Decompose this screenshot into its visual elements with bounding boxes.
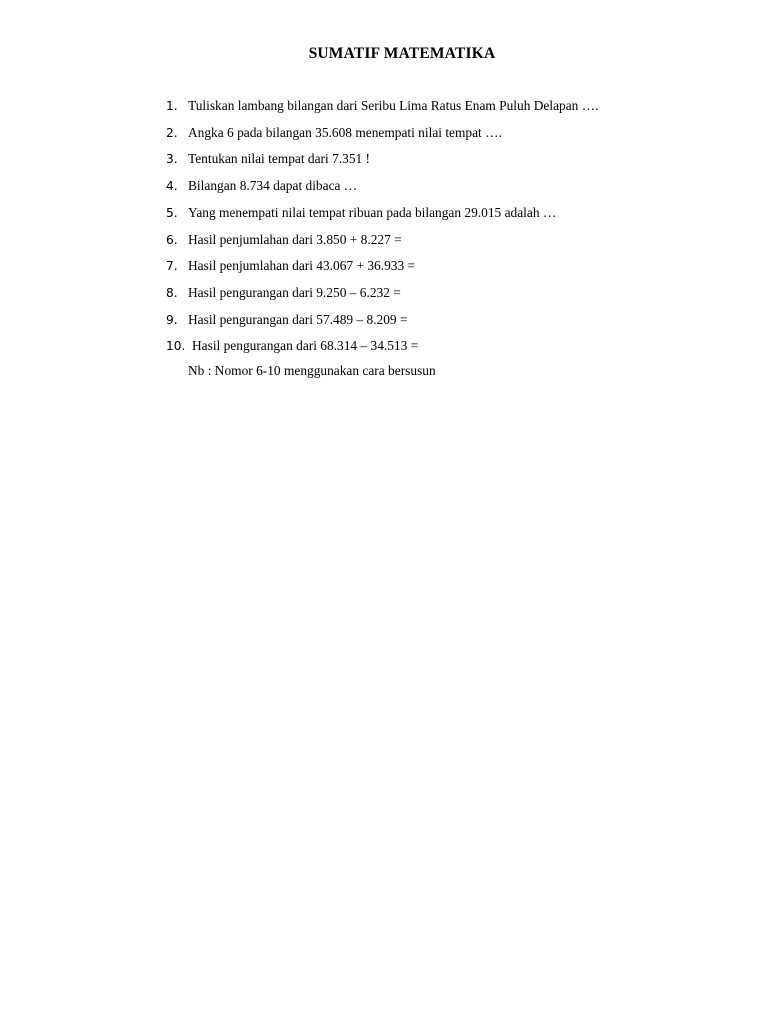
question-text: Bilangan 8.734 dapat dibaca … [188,178,358,194]
question-text: Hasil pengurangan dari 9.250 – 6.232 = [188,284,401,300]
question-number: 9. [166,312,178,327]
question-number: 1. [166,99,178,113]
question-number: 8. [166,285,178,300]
question-number: 2. [166,125,178,140]
question-text: Tuliskan lambang bilangan dari Seribu Lima Ratus Enam Puluh Delapan …. [188,98,599,113]
question-item [0,176,768,196]
question-item [0,283,768,303]
question-number: 4. [166,179,178,194]
question-item [0,256,768,276]
question-text: Yang menempati nilai tempat ribuan pada bilangan 29.015 adalah … [188,204,557,220]
question-number: 5. [166,205,178,220]
question-item [0,336,768,356]
question-item [0,203,768,223]
page-title: SUMATIF MATEMATIKA [308,45,496,62]
question-item [0,96,768,116]
question-text: Tentukan nilai tempat dari 7.351 ! [188,151,371,167]
question-number: 10. [166,339,186,354]
question-item [0,123,768,143]
question-text: Hasil pengurangan dari 68.314 – 34.513 = [192,338,419,354]
question-number: 6. [166,232,178,247]
question-item [0,310,768,330]
question-text: Hasil pengurangan dari 57.489 – 8.209 = [188,311,408,327]
question-item [0,149,768,169]
note-text: Nb : Nomor 6-10 menggunakan cara bersusun [188,363,436,378]
question-number: 3. [166,152,178,167]
question-text: Hasil penjumlahan dari 3.850 + 8.227 = [188,231,402,247]
question-item [0,230,768,250]
question-text: Angka 6 pada bilangan 35.608 menempati nilai tempat …. [188,124,502,140]
question-text: Hasil penjumlahan dari 43.067 + 36.933 = [188,258,416,274]
question-number: 7. [166,259,178,274]
